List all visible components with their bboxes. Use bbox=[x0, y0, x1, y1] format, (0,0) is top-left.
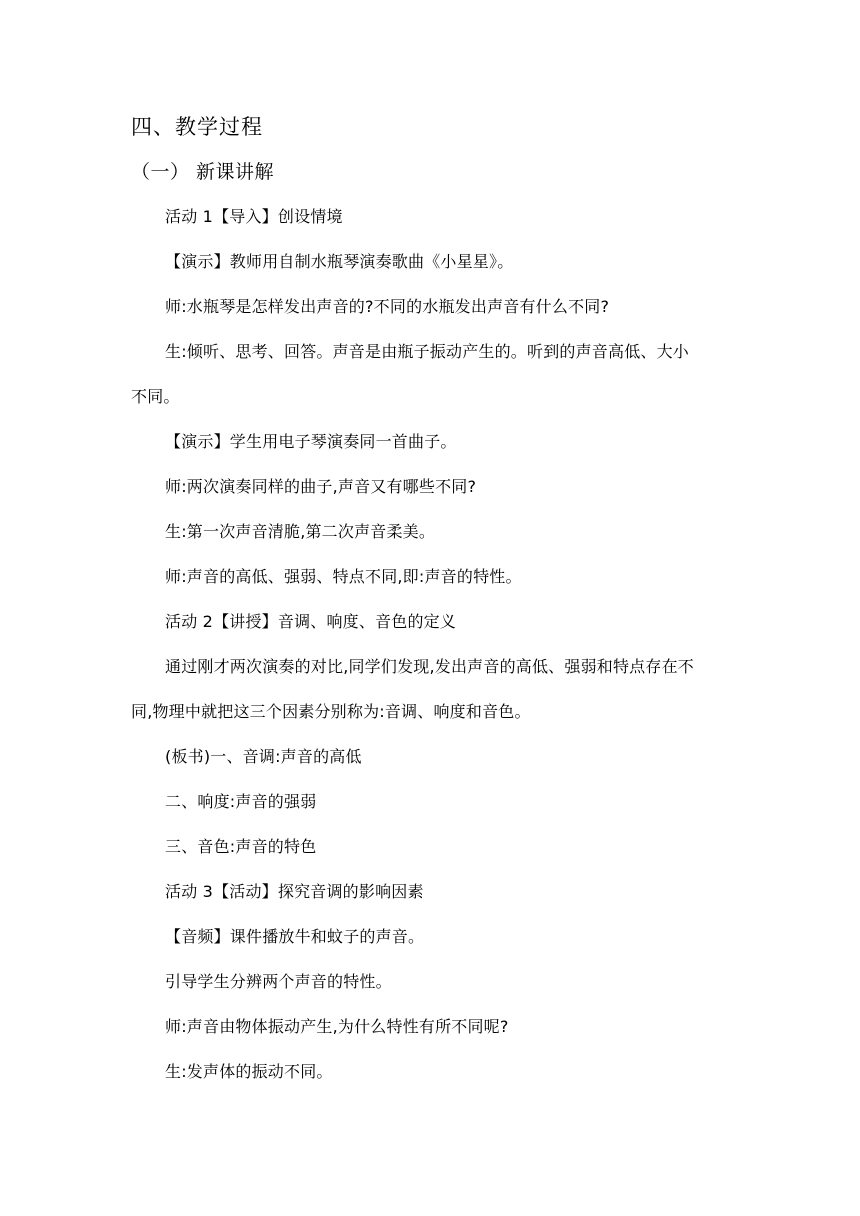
paragraph-line: 【演示】学生用电子琴演奏同一首曲子。 bbox=[165, 432, 457, 451]
paragraph-line: 通过刚才两次演奏的对比,同学们发现,发出声音的高低、强弱和特点存在不 bbox=[165, 657, 694, 676]
activity-2-title: 活动 2【讲授】音调、响度、音色的定义 bbox=[165, 612, 457, 631]
paragraph-line: 【音频】课件播放牛和蚊子的声音。 bbox=[165, 927, 425, 946]
section-heading: 四、教学过程 bbox=[131, 115, 263, 139]
paragraph-line: 不同。 bbox=[131, 387, 180, 406]
paragraph-line: 生:发声体的振动不同。 bbox=[165, 1062, 333, 1081]
paragraph-line: 引导学生分辨两个声音的特性。 bbox=[165, 972, 392, 991]
paragraph-line: 生:倾听、思考、回答。声音是由瓶子振动产生的。听到的声音高低、大小 bbox=[165, 342, 689, 361]
board-note-line: 三、音色:声音的特色 bbox=[165, 837, 317, 856]
activity-1-title: 活动 1【导入】创设情境 bbox=[165, 207, 343, 226]
activity-3-title: 活动 3【活动】探究音调的影响因素 bbox=[165, 882, 424, 901]
paragraph-line: 同,物理中就把这三个因素分别称为:音调、响度和音色。 bbox=[131, 702, 531, 721]
board-note-line: 二、响度:声音的强弱 bbox=[165, 792, 317, 811]
paragraph-line: 师:水瓶琴是怎样发出声音的?不同的水瓶发出声音有什么不同? bbox=[165, 297, 610, 316]
paragraph-line: 师:声音由物体振动产生,为什么特性有所不同呢? bbox=[165, 1017, 509, 1036]
paragraph-line: 师:声音的高低、强弱、特点不同,即:声音的特性。 bbox=[165, 567, 522, 586]
subsection-heading: （一） 新课讲解 bbox=[131, 161, 275, 183]
paragraph-line: 师:两次演奏同样的曲子,声音又有哪些不同? bbox=[165, 477, 477, 496]
board-note-line: (板书)一、音调:声音的高低 bbox=[165, 747, 362, 766]
paragraph-line: 生:第一次声音清脆,第二次声音柔美。 bbox=[165, 522, 436, 541]
paragraph-line: 【演示】教师用自制水瓶琴演奏歌曲《小星星》。 bbox=[165, 252, 514, 271]
